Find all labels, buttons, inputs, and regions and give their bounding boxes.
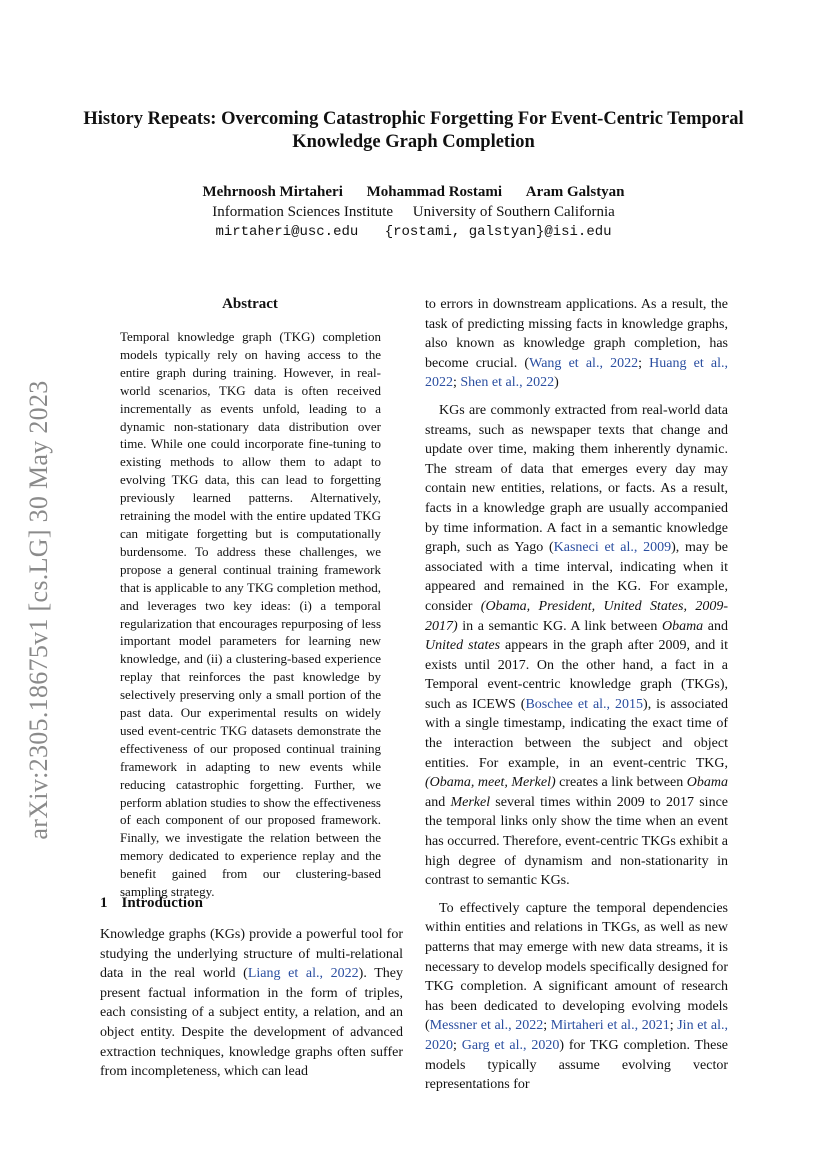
- citation-link[interactable]: Jin et al., 2020: [425, 1018, 729, 1053]
- section-number: 1: [100, 895, 108, 911]
- email-list: [0, 222, 827, 242]
- paper-title: History Repeats: Overcoming Catastrophic Forgetting For Event-Centric Temporal Knowledge Graph Completion: [83, 109, 744, 152]
- text-run: To effectively capture the temporal dependencies within entities and relations in TKGs, as well as new patterns that may emerge with new data streams, it is necessary to develop models specifically designed for TKG completion. A significant amount of research has been dedicated to developing evolving models (: [425, 900, 728, 1034]
- text-run: creates a link between: [555, 775, 687, 791]
- paragraph: [425, 401, 728, 891]
- section-heading-introduction: [100, 895, 203, 912]
- email: {rostami, galstyan}@isi.edu: [384, 224, 612, 240]
- abstract-heading: Abstract: [222, 296, 278, 312]
- author-name: Mohammad Rostami: [366, 184, 503, 200]
- text-run: ) for TKG completion. These models typically assume evolving vector representations for: [425, 1037, 728, 1093]
- text-run: and: [425, 794, 451, 810]
- affiliation-list: [0, 202, 827, 222]
- text-run: in a semantic KG. A link between: [457, 618, 662, 634]
- text-run: ). They present factual information in the form of triples, each consisting of a subject entity, a relation, and an object entity. Despite the development of advanced extraction techniques, knowledge graphs often suffer from incompleteness, which can lead: [100, 966, 403, 1080]
- paragraph: [425, 899, 728, 1095]
- text-run: KGs are commonly extracted from real-world data streams, such as newspaper texts that change and update over time, making them inherently dynamic. The stream of data that emerges every day may contain new entities, relations, or facts. As a result, facts in a knowledge graph are usually accompanied by time information. A fact in a semantic knowledge graph, such as Yago (: [425, 402, 728, 556]
- section-title: Introduction: [121, 895, 203, 911]
- author-list: [0, 182, 827, 202]
- entity-name: Merkel: [450, 794, 491, 810]
- text-run: and: [703, 618, 728, 634]
- right-column: [425, 295, 728, 1103]
- introduction-paragraph: [100, 925, 403, 1082]
- text-run: Knowledge graphs (KGs) provide a powerful tool for studying the underlying structure of multi-relational data in the real world (: [100, 927, 403, 982]
- author-name: Aram Galstyan: [525, 184, 625, 200]
- entity-name: United states: [425, 638, 501, 654]
- example-fact: (Obama, meet, Merkel): [425, 775, 556, 791]
- citation-link[interactable]: Liang et al., 2022: [247, 966, 359, 982]
- paragraph: [425, 295, 728, 393]
- affiliation: Information Sciences Institute: [212, 204, 393, 220]
- citation-link[interactable]: Boschee et al., 2015: [525, 696, 644, 712]
- citation-link[interactable]: Shen et al., 2022: [460, 375, 555, 391]
- email: mirtaheri@usc.edu: [215, 224, 359, 240]
- citation-link[interactable]: Kasneci et al., 2009: [553, 540, 672, 556]
- affiliation: University of Southern California: [412, 204, 615, 220]
- text-run: appears in the graph after 2009, and it exists until 2017. On the other hand, a fact in a Temporal event-centric knowledge graph (TKGs), such as ICEWS (: [425, 638, 728, 712]
- text-run: ), may be associated with a time interval, indicating when it appeared and remained in the KG. For example, consider: [425, 540, 729, 614]
- text-run: to errors in downstream applications. As a result, the task of predicting missing facts in knowledge graphs, also known as knowledge graph completion, has become crucial. (: [425, 297, 728, 371]
- entity-name: Obama: [686, 775, 728, 791]
- arxiv-identifier: [24, 350, 54, 870]
- entity-name: Obama: [661, 618, 704, 634]
- citation-link[interactable]: Garg et al., 2020: [461, 1037, 560, 1053]
- citation-link[interactable]: Wang et al., 2022: [529, 355, 639, 371]
- citation-link[interactable]: Mirtaheri et al., 2021: [550, 1018, 670, 1034]
- text-run: ): [554, 375, 559, 391]
- text-run: ;: [543, 1018, 551, 1034]
- paragraph: [100, 925, 403, 1082]
- text-run: ;: [453, 375, 461, 391]
- text-run: ;: [453, 1037, 462, 1053]
- citation-link[interactable]: Messner et al., 2022: [429, 1018, 544, 1034]
- abstract-body: Temporal knowledge graph (TKG) completion models typically rely on having access to the entire graph during training. However, in real-world scenarios, TKG data is often received incrementally as events unfold, leading to a dynamic non-stationary data distribution over time. While one could incorporate fine-tuning to existing methods to allow them to adapt to evolving TKG data, this can lead to forgetting previously learned patterns. Alternatively, retraining the model with the entire updated TKG can mitigate forgetting but is computationally burdensome. To address these challenges, we propose a general continual training framework that is applicable to any TKG completion method, and leverages two key ideas: (i) a temporal regularization that encourages repurposing of less important model parameters for learning new knowledge, and (ii) a clustering-based experience replay that reinforces the past knowledge by selectively preserving only a small portion of the past data. Our experimental results on widely used event-centric TKG datasets demonstrate the effectiveness of our proposed continual training framework in adapting to new events while reducing catastrophic forgetting. Further, we perform ablation studies to show the effectiveness of each component of our proposed framework. Finally, we investigate the relation between the memory dedicated to experience replay and the benefit gained from our clustering-based sampling strategy.: [120, 329, 381, 900]
- arxiv-id-text: arXiv:2305.18675v1 [cs.LG] 30 May 2023: [24, 380, 53, 840]
- author-name: Mehrnoosh Mirtaheri: [202, 184, 343, 200]
- text-run: ), is associated with a single timestamp, indicating the exact time of the interaction between the subject and object entities. For example, in an event-centric TKG,: [425, 696, 729, 771]
- text-run: several times within 2009 to 2017 since the temporal links only show the time when an event has occurred. Therefore, event-centric TKGs exhibit a high degree of dynamism and non-stationarity in contrast to semantic KGs.: [425, 794, 728, 889]
- text-run: ;: [638, 355, 650, 371]
- citation-link[interactable]: Huang et al., 2022: [425, 355, 729, 391]
- text-run: ;: [669, 1018, 678, 1034]
- example-fact: (Obama, President, United States, 2009-2017): [425, 598, 728, 634]
